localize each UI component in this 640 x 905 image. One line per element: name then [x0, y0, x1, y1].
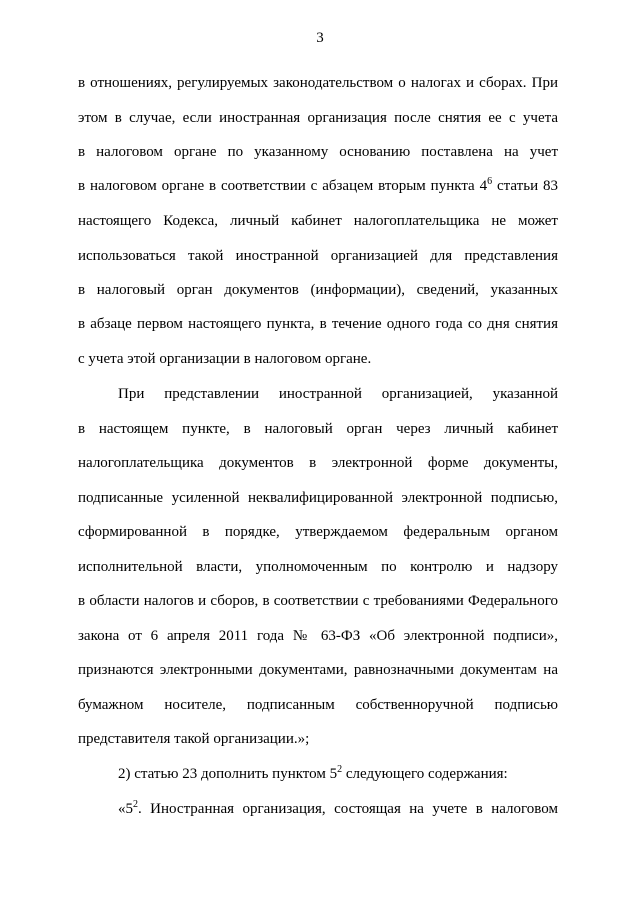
text-line: налогоплательщика документов в электронной форме документы, [78, 455, 558, 471]
text-line: настоящего Кодекса, личный кабинет налогоплательщика не может [78, 213, 558, 229]
text-line: закона от 6 апреля 2011 года № 63-ФЗ «Об электронной подписи», [78, 628, 558, 644]
text-line: бумажном носителе, подписанным собственноручной подписью [78, 697, 558, 713]
text-line: использоваться такой иностранной организацией для представления [78, 248, 558, 264]
text-line: сформированной в порядке, утверждаемом федеральным органом [78, 524, 558, 540]
text-line: в области налогов и сборов, в соответствии с требованиями Федерального [78, 593, 558, 609]
text-line: «$5^2$. Иностранная организация, состоящая на учете в налоговом [118, 799, 558, 817]
text-line: этом в случае, если иностранная организация после снятия ее с учета [78, 110, 558, 126]
text-line: с учета этой организации в налоговом органе. [78, 351, 372, 367]
text-line: 2) статью 23 дополнить пунктом $5^2$ следующего содержания: [118, 764, 508, 782]
text-line: в налоговом органе по указанному основанию поставлена на учет [78, 144, 558, 160]
text-line: При представлении иностранной организацией, указанной [118, 386, 558, 402]
page-number: 3 [316, 30, 324, 46]
text-line: в абзаце первом настоящего пункта, в течение одного года со дня снятия [78, 316, 558, 332]
text-line: признаются электронными документами, равнозначными документам на [78, 662, 558, 678]
text-line: исполнительной власти, уполномоченным по контролю и надзору [78, 559, 558, 575]
text-line: в отношениях, регулируемых законодательством о налогах и сборах. При [78, 75, 558, 91]
text-line: в налоговый орган документов (информации), сведений, указанных [78, 282, 558, 298]
text-line: представителя такой организации.»; [78, 731, 310, 747]
text-line: в налоговом органе в соответствии с абзацем вторым пункта $4^6$ статьи 83 [78, 176, 559, 194]
text-line: подписанные усиленной неквалифицированной электронной подписью, [78, 490, 558, 506]
text-line: в настоящем пункте, в налоговый орган через личный кабинет [78, 421, 558, 437]
